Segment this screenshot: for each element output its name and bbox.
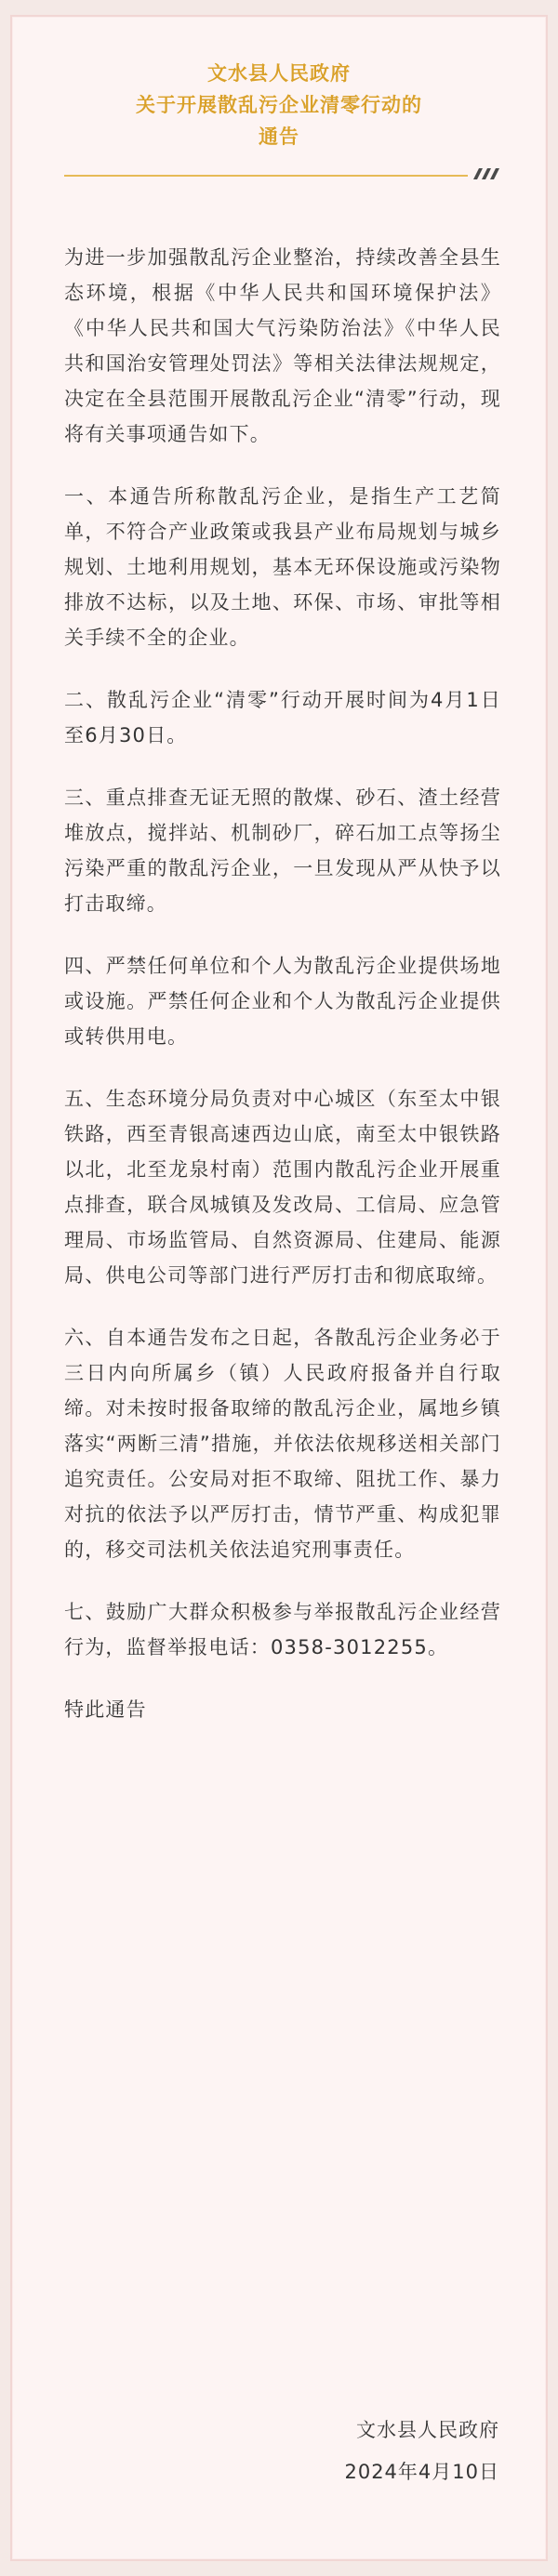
signature-date: 2024年4月10日 — [344, 2461, 499, 2483]
notice-title — [12, 58, 546, 152]
paragraph-closing: 特此通告 — [64, 1698, 147, 1721]
paragraph-item-6: 六、自本通告发布之日起，各散乱污企业务必于三日内向所属乡（镇）人民政府报备并自行取缔。对未按时报备取缔的散乱污企业，属地乡镇落实“两断三清”措施，并依法依规移送相关部门追究责任。公安局对拒不取缔、阻扰工作、暴力对抗的依法予以严厉打击，情节严重、构成犯罪的，移交司法机关依法追究刑事责任。 — [64, 1327, 501, 1561]
title-line-type: 通告 — [259, 125, 299, 148]
signature-issuer: 文水县人民政府 — [356, 2419, 499, 2441]
paragraph-item-4: 四、严禁任何单位和个人为散乱污企业提供场地或设施。严禁任何企业和个人为散乱污企业提供或转供用电。 — [64, 955, 501, 1048]
paragraph-item-1: 一、本通告所称散乱污企业，是指生产工艺简单，不符合产业政策或我县产业布局规划与城乡规划、土地利用规划，基本无环保设施或污染物排放不达标，以及土地、环保、市场、审批等相关手续不全的企业。 — [64, 485, 501, 649]
title-line-subject: 关于开展散乱污企业清零行动的 — [136, 94, 422, 116]
slash-marks-icon — [472, 167, 503, 180]
signature-block — [344, 2410, 499, 2493]
paragraph-item-5: 五、生态环境分局负责对中心城区（东至太中银铁路，西至青银高速西边山底，南至太中银铁路以北，北至龙泉村南）范围内散乱污企业开展重点排查，联合凤城镇及发改局、工信局、应急管理局、市场监管局、自然资源局、住建局、能源局、供电公司等部门进行严厉打击和彻底取缔。 — [64, 1088, 501, 1287]
paragraph-item-2: 二、散乱污企业“清零”行动开展时间为4月1日至6月30日。 — [64, 689, 501, 746]
paragraph-intro: 为进一步加强散乱污企业整治，持续改善全县生态环境，根据《中华人民共和国环境保护法》《中华人民共和国大气污染防治法》《中华人民共和国治安管理处罚法》等相关法律法规规定，决定在全县范围开展散乱污企业“清零”行动，现将有关事项通告如下。 — [64, 246, 501, 445]
paragraph-item-3: 三、重点排查无证无照的散煤、砂石、渣土经营堆放点，搅拌站、机制砂厂，碎石加工点等扬尘污染严重的散乱污企业，一旦发现从严从快予以打击取缔。 — [64, 786, 501, 915]
title-divider — [64, 175, 468, 177]
notice-card — [10, 15, 548, 2561]
notice-body — [64, 240, 501, 1754]
paragraph-item-7: 七、鼓励广大群众积极参与举报散乱污企业经营行为，监督举报电话：0358-3012255。 — [64, 1601, 501, 1658]
title-line-issuer: 文水县人民政府 — [207, 62, 351, 85]
